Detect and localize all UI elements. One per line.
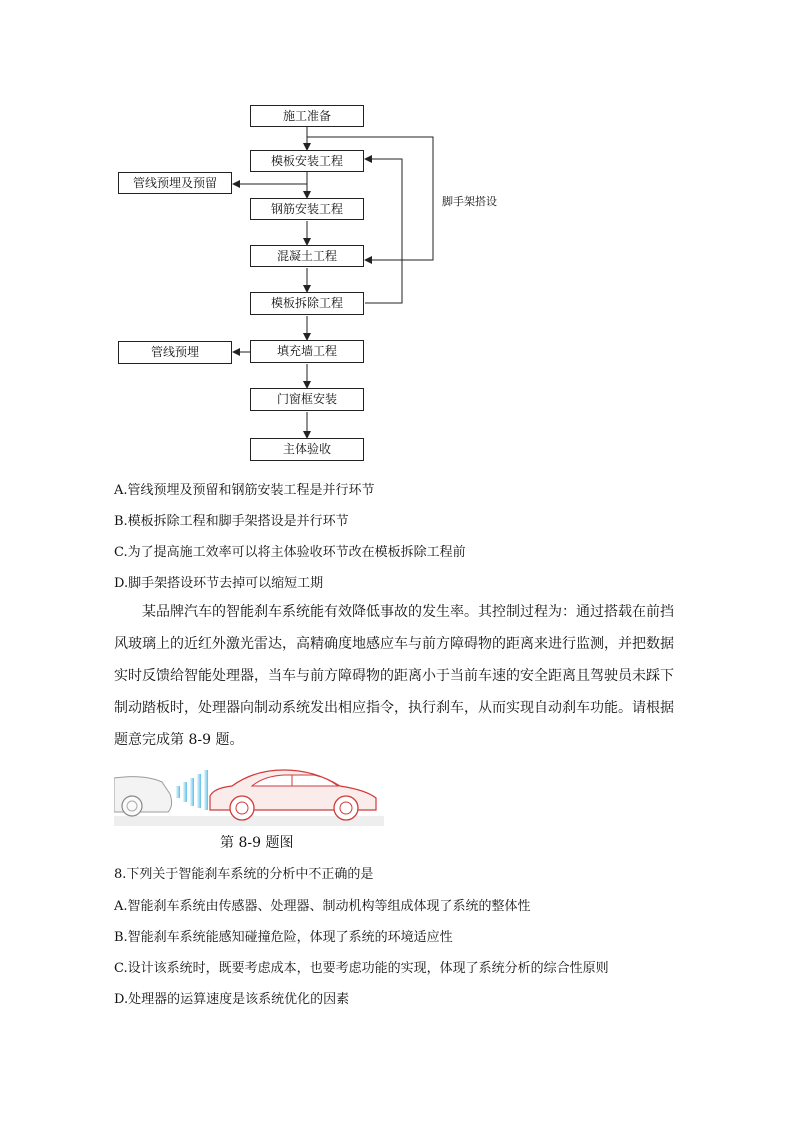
- step-concrete: 混凝土工程: [250, 245, 364, 267]
- step-infill-wall: 填充墙工程: [250, 340, 364, 363]
- q8-option-d: D.处理器的运算速度是该系统优化的因素: [114, 992, 350, 1007]
- flowchart-connectors: [0, 0, 794, 470]
- side-pipe-embed-reserve: 管线预埋及预留: [118, 172, 232, 194]
- step-construction-prep: 施工准备: [250, 105, 364, 127]
- q7-option-a: A.管线预埋及预留和钢筋安装工程是并行环节: [114, 483, 375, 498]
- q8-option-c: C.设计该系统时，既要考虑成本，也要考虑功能的实现，体现了系统分析的综合性原则: [114, 961, 609, 976]
- step-formwork-removal: 模板拆除工程: [250, 292, 364, 315]
- side-scaffolding-label: 脚手架搭设: [442, 195, 497, 208]
- passage-text: 某品牌汽车的智能刹车系统能有效降低事故的发生率。其控制过程为：通过搭载在前挡风玻璃上的近红外激光雷达，高精确度地感应车与前方障碍物的距离来进行监测，并把数据实时反馈给智能处理器，当车与前方障碍物的距离小于当前车速的安全距离且驾驶员未踩下制动踏板时，处理器向制动系统发出相应指令，执行刹车，从而实现自动刹车功能。请根据题意完成第 8-9 题。: [114, 604, 674, 748]
- step-window-frame: 门窗框安装: [250, 388, 364, 411]
- side-pipe-embed: 管线预埋: [118, 341, 232, 364]
- q7-option-c: C.为了提高施工效率可以将主体验收环节改在模板拆除工程前: [114, 545, 466, 560]
- car-illustration: [114, 764, 384, 832]
- passage: [114, 596, 686, 756]
- q7-option-b: B.模板拆除工程和脚手架搭设是并行环节: [114, 514, 349, 529]
- q8-option-b: B.智能刹车系统能感知碰撞危险，体现了系统的环境适应性: [114, 930, 453, 945]
- q8-stem: 8.下列关于智能刹车系统的分析中不正确的是: [114, 867, 374, 882]
- step-formwork-install: 模板安装工程: [250, 150, 364, 172]
- step-main-acceptance: 主体验收: [250, 438, 364, 461]
- figure-caption: 第 8-9 题图: [220, 835, 294, 851]
- q7-option-d: D.脚手架搭设环节去掉可以缩短工期: [114, 576, 324, 591]
- q8-option-a: A.智能刹车系统由传感器、处理器、制动机构等组成体现了系统的整体性: [114, 899, 531, 914]
- step-rebar-install: 钢筋安装工程: [250, 198, 364, 220]
